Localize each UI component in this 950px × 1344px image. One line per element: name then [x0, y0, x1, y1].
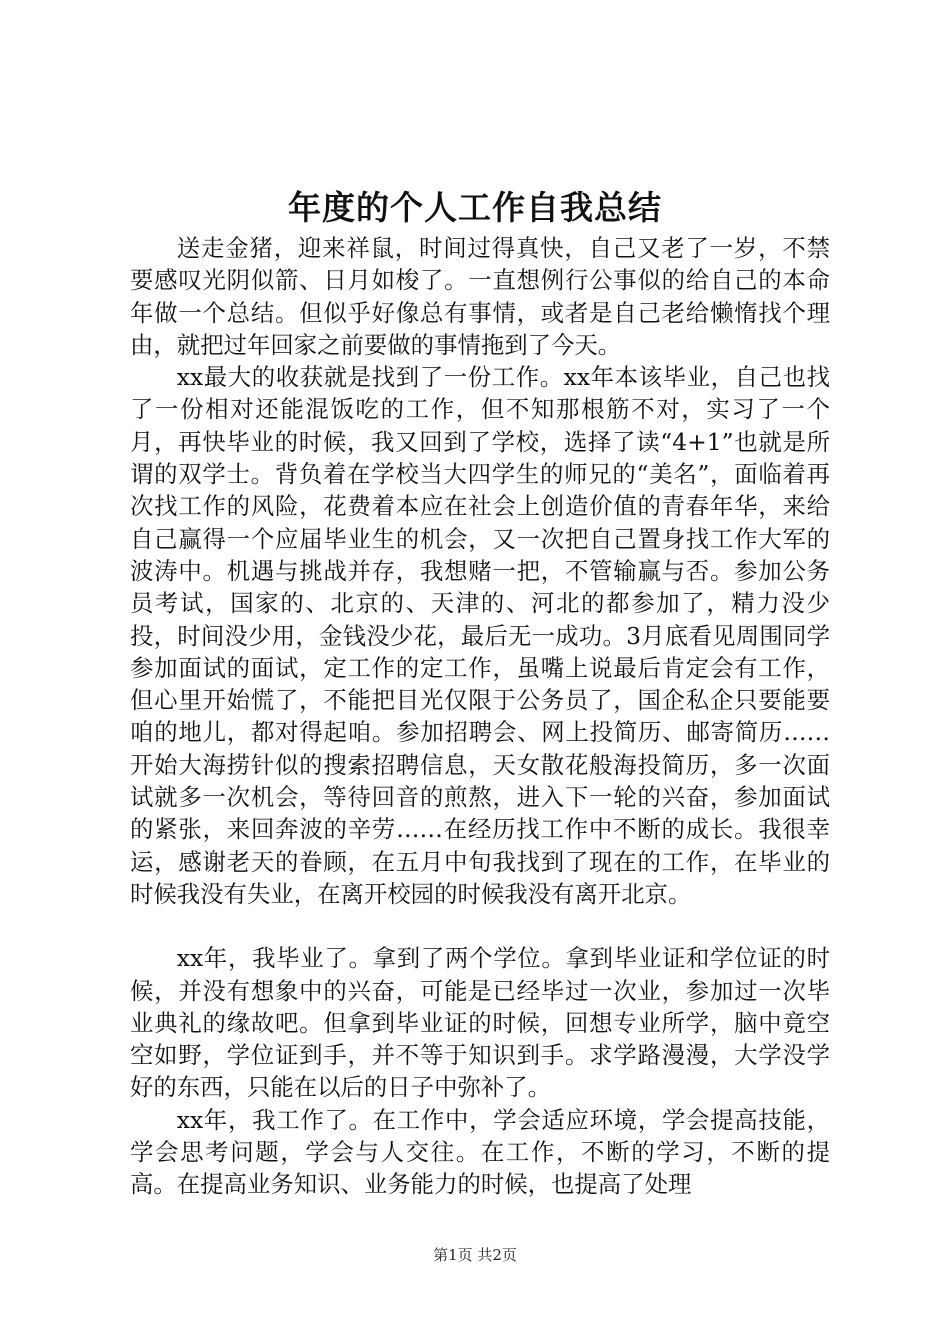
page-footer: 第1页 共2页	[433, 1246, 517, 1264]
paragraph-2: xx最大的收获就是找到了一份工作。xx年本该毕业，自己也找了一份相对还能混饭吃的工作，但不知那根筋不对，实习了一个月，再快毕业的时候，我又回到了学校，选择了读“4+1”也就是所谓的双学士。背负着在学校当大四学生的师兄的“美名”，面临着再次找工作的风险，花费着本应在社会上创造价值的青春年华，来给自己赢得一个应届毕业生的机会，又一次把自己置身找工作大军的波涛中。机遇与挑战并存，我想赌一把，不管输赢与否。参加公务员考试，国家的、北京的、天津的、河北的都参加了，精力没少投，时间没少用，金钱没少花，最后无一成功。3月底看见周围同学参加面试的面试，定工作的定工作，虽嘴上说最后肯定会有工作，但心里开始慌了，不能把目光仅限于公务员了，国企私企只要能要咱的地儿，都对得起咱。参加招聘会、网上投简历、邮寄简历……开始大海捞针似的搜索招聘信息，天女散花般海投简历，多一次面试就多一次机会，等待回音的煎熬，进入下一轮的兴奋，参加面试的紧张，来回奔波的辛劳……在经历找工作中不断的成长。我很幸运，感谢老天的眷顾，在五月中旬我找到了现在的工作，在毕业的时候我没有失业，在离开校园的时候我没有离开北京。	[130, 363, 830, 908]
paragraph-4: xx年，我工作了。在工作中，学会适应环境，学会提高技能，学会思考问题，学会与人交往。在工作，不断的学习，不断的提高。在提高业务知识、业务能力的时候，也提高了处理	[130, 1105, 830, 1199]
document-body	[130, 232, 830, 1201]
document-title: 年度的个人工作自我总结	[288, 188, 662, 227]
paragraph-1: 送走金猪，迎来祥鼠，时间过得真快，自己又老了一岁，不禁要感叹光阴似箭、日月如梭了。一直想例行公事似的给自己的本命年做一个总结。但似乎好像总有事情，或者是自己老给懒惰找个理由，就把过年回家之前要做的事情拖到了今天。	[130, 234, 830, 359]
paragraph-3: xx年，我毕业了。拿到了两个学位。拿到毕业证和学位证的时候，并没有想象中的兴奋，可能是已经毕过一次业，参加过一次毕业典礼的缘故吧。但拿到毕业证的时候，回想专业所学，脑中竟空空如野，学位证到手，并不等于知识到手。求学路漫漫，大学没学好的东西，只能在以后的日子中弥补了。	[130, 944, 830, 1102]
